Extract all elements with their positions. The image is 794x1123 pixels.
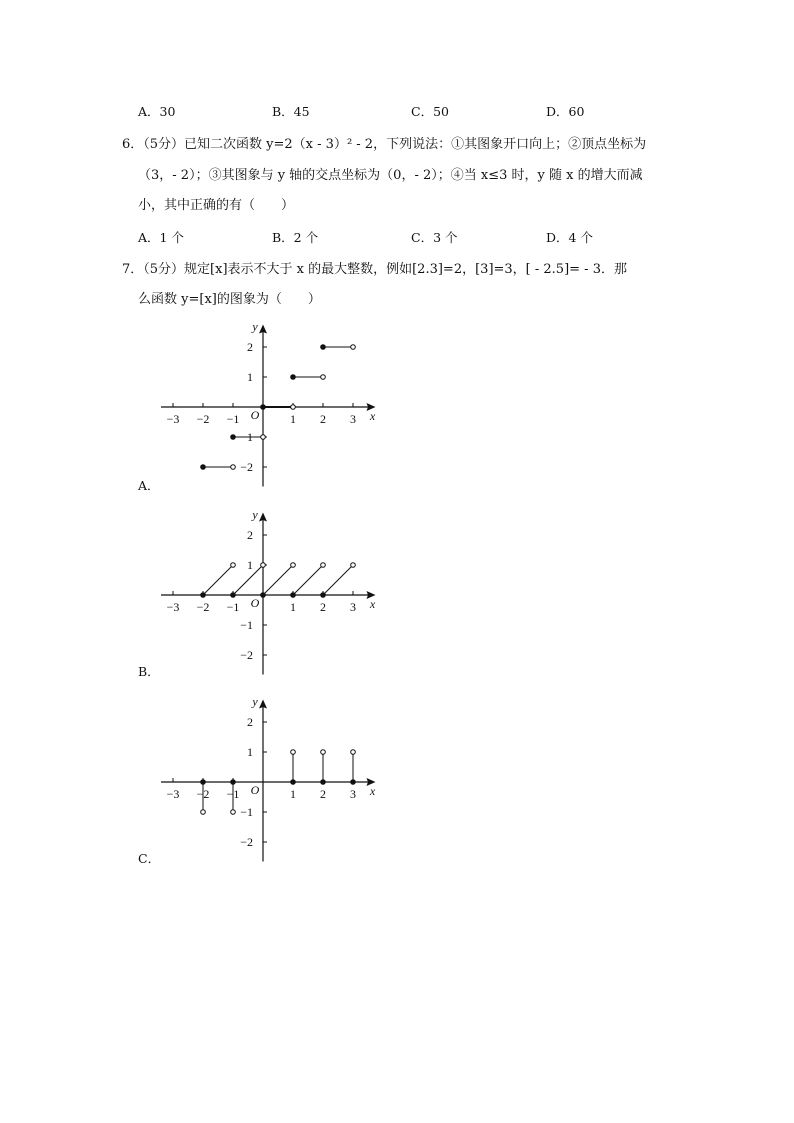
q5-option-a: A．30 <box>138 104 176 119</box>
x-tick-label: 3 <box>350 787 356 801</box>
graph-b <box>150 508 390 688</box>
x-tick-label: −1 <box>226 787 240 801</box>
y-tick-label: −2 <box>240 835 253 849</box>
q6-option-c: C．3 个 <box>411 230 458 245</box>
x-tick-label: 3 <box>350 600 356 614</box>
y-tick-label: 1 <box>247 370 253 384</box>
closed-endpoint <box>231 593 236 598</box>
closed-endpoint <box>201 780 206 785</box>
y-tick-label: 1 <box>247 745 253 759</box>
y-tick-label: −1 <box>240 805 253 819</box>
open-endpoint <box>231 465 236 470</box>
sawtooth-segment <box>203 565 233 595</box>
x-tick-label: −3 <box>166 787 180 801</box>
open-endpoint <box>201 810 206 815</box>
x-tick-label: −3 <box>166 600 180 614</box>
graph-c-svg <box>150 695 390 875</box>
sawtooth-segment <box>323 565 353 595</box>
y-tick-label: 1 <box>247 558 253 572</box>
x-tick-label: −3 <box>166 412 180 426</box>
closed-endpoint <box>321 345 326 350</box>
sawtooth-segment <box>293 565 323 595</box>
x-tick-label: 3 <box>350 412 356 426</box>
closed-endpoint <box>321 593 326 598</box>
graph-a-option-label: A． <box>138 478 160 493</box>
y-tick-label: 2 <box>247 715 253 729</box>
closed-endpoint <box>231 780 236 785</box>
y-tick-label: 2 <box>247 528 253 542</box>
open-endpoint <box>351 345 356 350</box>
graph-b-svg <box>150 508 390 688</box>
x-tick-label: 1 <box>290 787 296 801</box>
x-tick-label: −1 <box>226 412 240 426</box>
x-tick-label: 2 <box>320 600 326 614</box>
closed-endpoint <box>261 405 266 410</box>
open-endpoint <box>351 563 356 568</box>
y-axis-label: y <box>252 694 258 709</box>
y-tick-label: −1 <box>240 618 253 632</box>
q6-stem-line1: 6．（5分）已知二次函数 y=2（x - 3）² - 2，下列说法：①其图象开口向上；②顶点坐标为 <box>122 137 647 152</box>
closed-endpoint <box>201 465 206 470</box>
x-axis-label: x <box>369 409 376 423</box>
open-endpoint <box>291 750 296 755</box>
q6-option-b: B．2 个 <box>272 230 319 245</box>
q6-stem-line3: 小，其中正确的有（ ） <box>138 198 295 213</box>
y-tick-label: −1 <box>240 430 253 444</box>
open-endpoint <box>351 750 356 755</box>
origin-label: O <box>250 408 260 422</box>
q6-option-d: D．4 个 <box>546 230 593 245</box>
q5-option-c: C．50 <box>411 104 449 119</box>
y-axis-label: y <box>252 319 258 334</box>
x-tick-label: 1 <box>290 412 296 426</box>
open-endpoint <box>321 375 326 380</box>
y-tick-label: −2 <box>240 648 253 662</box>
y-axis-label: y <box>252 507 258 522</box>
x-tick-label: −2 <box>196 412 210 426</box>
q7-stem-line1: 7．（5分）规定[x]表示不大于 x 的最大整数，例如[2.3]=2，[3]=3，[ - 2.5]= - 3．那 <box>122 262 627 277</box>
graph-c <box>150 695 390 875</box>
y-tick-label: −2 <box>240 460 253 474</box>
closed-endpoint <box>291 780 296 785</box>
closed-endpoint <box>231 435 236 440</box>
q7-stem-line2: 么函数 y=[x]的图象为（ ） <box>138 292 321 307</box>
graph-b-option-label: B． <box>138 664 160 679</box>
open-endpoint <box>261 563 266 568</box>
open-endpoint <box>321 563 326 568</box>
closed-endpoint <box>291 593 296 598</box>
closed-endpoint <box>321 780 326 785</box>
q5-option-d: D．60 <box>546 104 585 119</box>
x-axis-label: x <box>369 597 376 611</box>
open-endpoint <box>291 405 296 410</box>
y-tick-label: 2 <box>247 340 253 354</box>
q5-option-b: B．45 <box>272 104 310 119</box>
x-tick-label: −1 <box>226 600 240 614</box>
x-tick-label: −2 <box>196 787 210 801</box>
x-tick-label: −2 <box>196 600 210 614</box>
graph-a <box>150 320 390 500</box>
origin-label: O <box>250 596 260 610</box>
origin-label: O <box>250 783 260 797</box>
open-endpoint <box>231 810 236 815</box>
graph-c-option-label: C． <box>138 851 161 866</box>
x-tick-label: 2 <box>320 412 326 426</box>
closed-endpoint <box>291 375 296 380</box>
x-tick-label: 2 <box>320 787 326 801</box>
open-endpoint <box>231 563 236 568</box>
open-endpoint <box>291 563 296 568</box>
x-tick-label: 1 <box>290 600 296 614</box>
sawtooth-segment <box>263 565 293 595</box>
q6-option-a: A．1 个 <box>138 230 184 245</box>
closed-endpoint <box>201 593 206 598</box>
q6-stem-line2: （3，- 2）；③其图象与 y 轴的交点坐标为（0，- 2）；④当 x≤3 时，y 随 x 的增大而减 <box>138 168 643 183</box>
closed-endpoint <box>261 593 266 598</box>
open-endpoint <box>321 750 326 755</box>
x-axis-label: x <box>369 784 376 798</box>
open-endpoint <box>261 435 266 440</box>
closed-endpoint <box>351 780 356 785</box>
graph-a-svg <box>150 320 390 500</box>
